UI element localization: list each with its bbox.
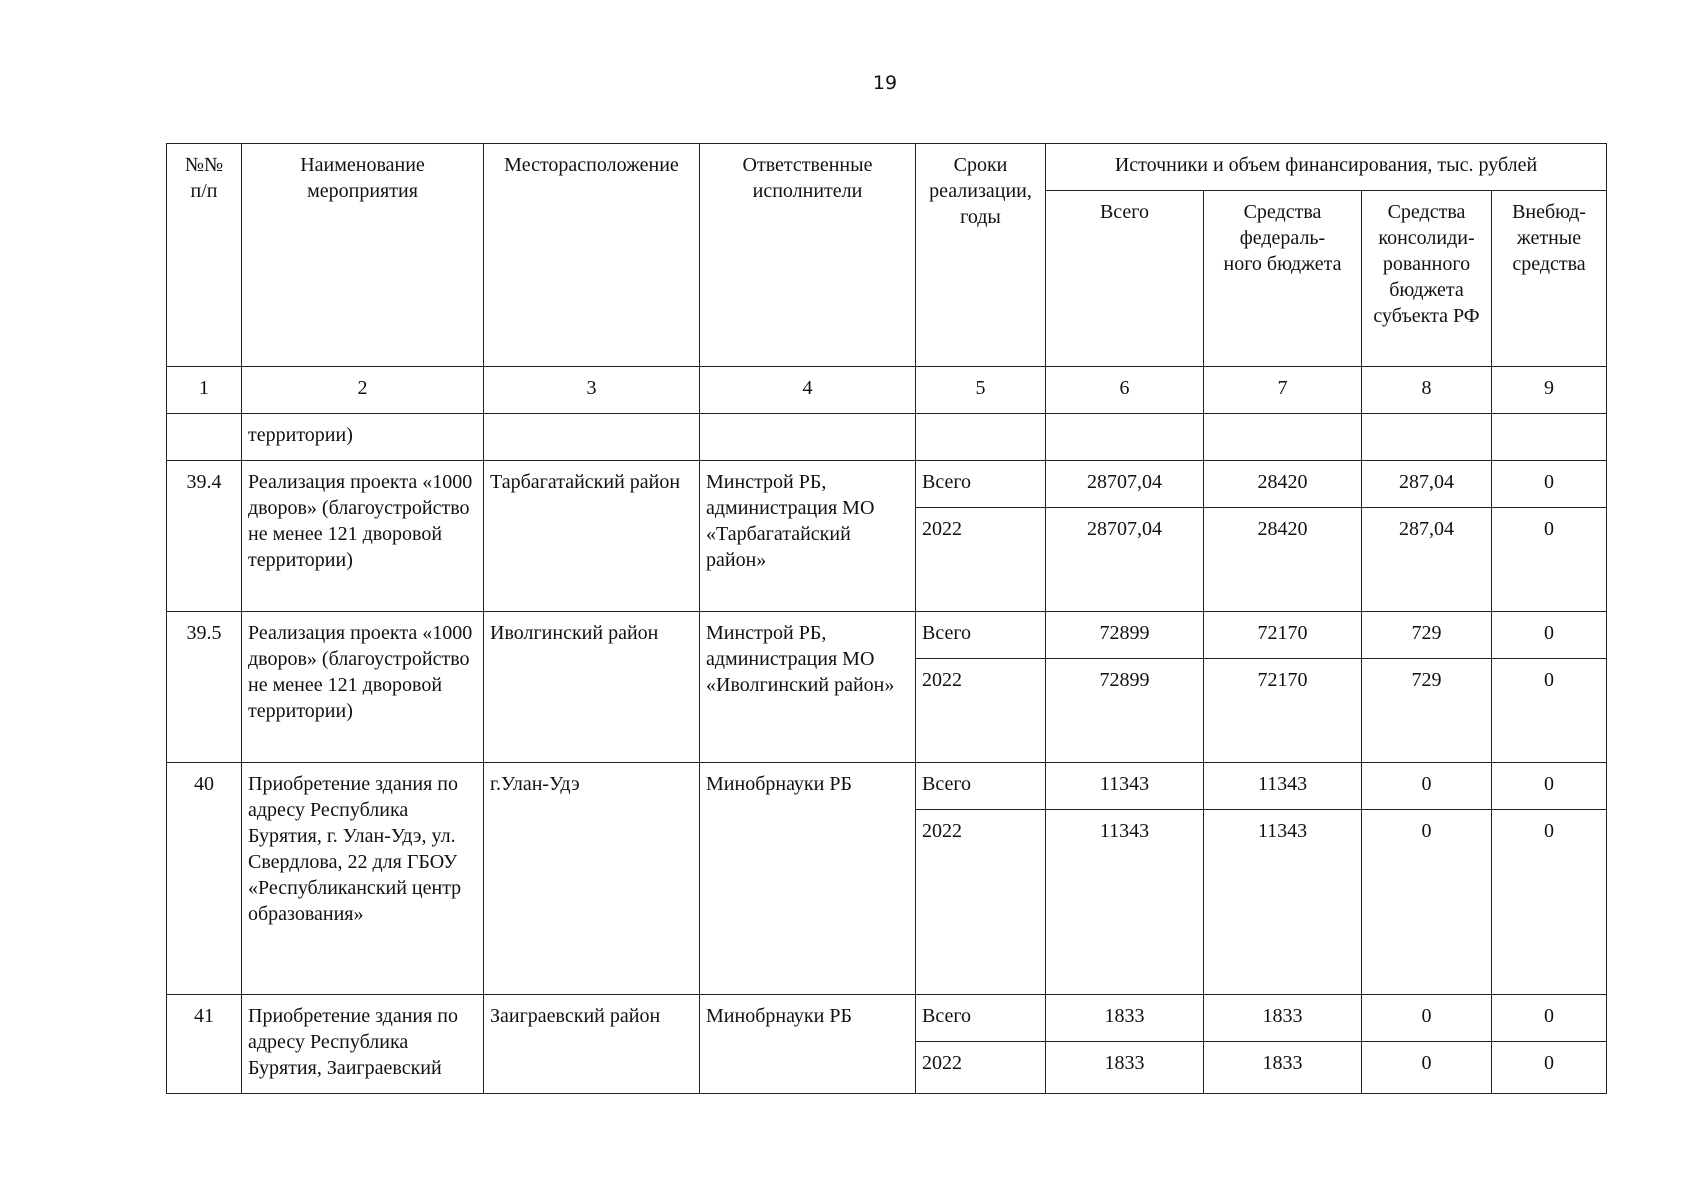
row-num: 39.5 (167, 612, 242, 763)
row-term: Всего (916, 763, 1046, 810)
row-consolidated: 729 (1362, 612, 1492, 659)
row-consolidated: 0 (1362, 810, 1492, 995)
row-consolidated: 0 (1362, 995, 1492, 1042)
row-federal: 1833 (1204, 995, 1362, 1042)
row-name: Реализация проекта «1000 дворов» (благоустройство не менее 121 дворовой территории) (242, 612, 484, 763)
table-row (167, 763, 1607, 810)
column-number: 8 (1362, 367, 1492, 414)
row-total: 28707,04 (1046, 461, 1204, 508)
header-location: Месторасположение (484, 144, 700, 367)
header-num: №№ п/п (167, 144, 242, 367)
row-responsible: Минобрнауки РБ (700, 995, 916, 1094)
row-total: 1833 (1046, 995, 1204, 1042)
column-number: 2 (242, 367, 484, 414)
row-federal: 72170 (1204, 612, 1362, 659)
header-federal: Средства федераль- ного бюджета (1204, 191, 1362, 367)
row-responsible: Минстрой РБ, администрация МО «Тарбагатайский район» (700, 461, 916, 612)
header-total: Всего (1046, 191, 1204, 367)
row-name: Приобретение здания по адресу Республика Бурятия, Заиграевский (242, 995, 484, 1094)
row-offbudget: 0 (1492, 508, 1607, 612)
row-num: 41 (167, 995, 242, 1094)
row-total: 1833 (1046, 1042, 1204, 1094)
column-number: 9 (1492, 367, 1607, 414)
row-federal: 72170 (1204, 659, 1362, 763)
row-federal: 1833 (1204, 1042, 1362, 1094)
row-num: 40 (167, 763, 242, 995)
row-offbudget: 0 (1492, 659, 1607, 763)
row-federal: 28420 (1204, 508, 1362, 612)
cell-empty (1492, 414, 1607, 461)
financing-table (166, 143, 1607, 1094)
row-name: Приобретение здания по адресу Республика Бурятия, г. Улан-Удэ, ул. Свердлова, 22 для ГБОУ «Республиканский центр образования» (242, 763, 484, 995)
row-total: 72899 (1046, 659, 1204, 763)
header-row (167, 144, 1607, 191)
row-offbudget: 0 (1492, 1042, 1607, 1094)
column-number: 7 (1204, 367, 1362, 414)
row-location: Иволгинский район (484, 612, 700, 763)
row-offbudget: 0 (1492, 995, 1607, 1042)
header-offbudget: Внебюд- жетные средства (1492, 191, 1607, 367)
row-offbudget: 0 (1492, 461, 1607, 508)
cell-empty (484, 414, 700, 461)
row-federal: 11343 (1204, 810, 1362, 995)
row-offbudget: 0 (1492, 810, 1607, 995)
header-consolidated: Средства консолиди- рованного бюджета субъекта РФ (1362, 191, 1492, 367)
row-location: Заиграевский район (484, 995, 700, 1094)
row-term: Всего (916, 612, 1046, 659)
row-consolidated: 0 (1362, 763, 1492, 810)
column-number: 6 (1046, 367, 1204, 414)
row-term: Всего (916, 461, 1046, 508)
cell-empty (916, 414, 1046, 461)
row-responsible: Минстрой РБ, администрация МО «Иволгинский район» (700, 612, 916, 763)
cell-empty (1046, 414, 1204, 461)
continuation-name: территории) (242, 414, 484, 461)
row-consolidated: 287,04 (1362, 508, 1492, 612)
cell-empty (1362, 414, 1492, 461)
row-location: Тарбагатайский район (484, 461, 700, 612)
row-total: 11343 (1046, 810, 1204, 995)
table-row (167, 995, 1607, 1042)
cell-empty (700, 414, 916, 461)
column-number: 4 (700, 367, 916, 414)
row-term: 2022 (916, 659, 1046, 763)
row-term: 2022 (916, 1042, 1046, 1094)
column-number: 5 (916, 367, 1046, 414)
row-total: 72899 (1046, 612, 1204, 659)
row-federal: 28420 (1204, 461, 1362, 508)
header-name: Наименование мероприятия (242, 144, 484, 367)
row-federal: 11343 (1204, 763, 1362, 810)
row-offbudget: 0 (1492, 612, 1607, 659)
row-offbudget: 0 (1492, 763, 1607, 810)
row-consolidated: 0 (1362, 1042, 1492, 1094)
row-num: 39.4 (167, 461, 242, 612)
row-term: Всего (916, 995, 1046, 1042)
column-number: 3 (484, 367, 700, 414)
row-responsible: Минобрнауки РБ (700, 763, 916, 995)
row-name: Реализация проекта «1000 дворов» (благоустройство не менее 121 дворовой территории) (242, 461, 484, 612)
row-term: 2022 (916, 508, 1046, 612)
row-consolidated: 287,04 (1362, 461, 1492, 508)
column-numbers-row (167, 367, 1607, 414)
cell-empty (167, 414, 242, 461)
column-number: 1 (167, 367, 242, 414)
table-row (167, 461, 1607, 508)
row-consolidated: 729 (1362, 659, 1492, 763)
table-row (167, 612, 1607, 659)
cell-empty (1204, 414, 1362, 461)
continuation-row (167, 414, 1607, 461)
row-total: 28707,04 (1046, 508, 1204, 612)
row-total: 11343 (1046, 763, 1204, 810)
page-number: 19 (872, 72, 898, 94)
header-terms: Сроки реализации, годы (916, 144, 1046, 367)
header-sources: Источники и объем финансирования, тыс. рублей (1046, 144, 1607, 191)
row-term: 2022 (916, 810, 1046, 995)
header-responsible: Ответственные исполнители (700, 144, 916, 367)
row-location: г.Улан-Удэ (484, 763, 700, 995)
